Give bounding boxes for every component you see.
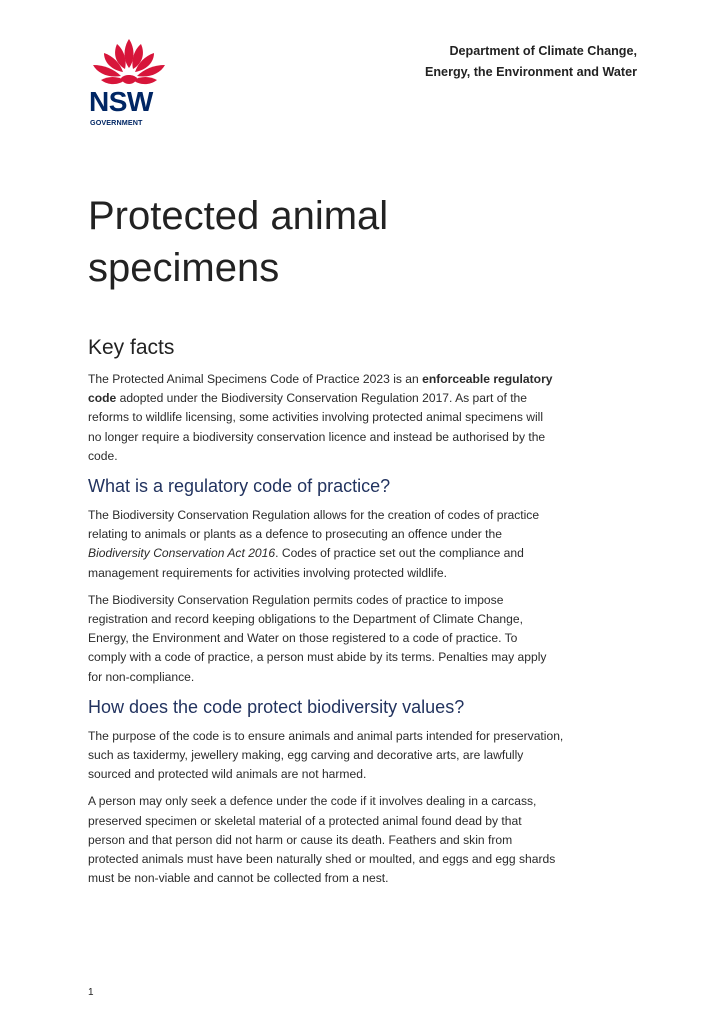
nsw-government-logo xyxy=(85,38,175,132)
main-content xyxy=(88,334,640,896)
text-line: management requirements for activities involving protected wildlife. xyxy=(88,565,447,580)
regulatory-code-paragraph-2 xyxy=(88,591,640,687)
text-line: no longer require a biodiversity conservation licence and instead be authorised by the xyxy=(88,429,546,444)
text-line: must be non-viable and cannot be collected from a nest. xyxy=(88,871,389,886)
text-line xyxy=(88,370,640,389)
text-run: adopted under the Biodiversity Conservation Regulation 2017. As part of the xyxy=(116,391,528,406)
text-line: for non-compliance. xyxy=(88,669,195,684)
text-line: The purpose of the code is to ensure animals and animal parts intended for preservation, xyxy=(88,728,564,743)
text-line: comply with a code of practice, a person must abide by its terms. Penalties may apply xyxy=(88,650,547,665)
bold-text: code xyxy=(88,391,117,406)
text-line: sourced and protected wild animals are not harmed. xyxy=(88,767,367,782)
title-line-2: specimens xyxy=(88,246,280,290)
section-heading-regulatory-code: What is a regulatory code of practice? xyxy=(88,476,391,497)
biodiversity-paragraph-1 xyxy=(88,727,640,785)
text-line: relating to animals or plants as a defence to prosecuting an offence under the xyxy=(88,527,502,542)
text-line: registration and record keeping obligations to the Department of Climate Change, xyxy=(88,612,523,627)
text-line: such as taxidermy, jewellery making, egg carving and decorative arts, are lawfully xyxy=(88,748,524,763)
text-line xyxy=(88,389,640,408)
bold-text: enforceable regulatory xyxy=(422,372,553,386)
section-heading-biodiversity-values: How does the code protect biodiversity values? xyxy=(88,696,465,717)
text-run: The Protected Animal Specimens Code of Practice 2023 is an xyxy=(88,372,423,386)
text-line: The Biodiversity Conservation Regulation allows for the creation of codes of practice xyxy=(88,508,540,523)
text-line: Energy, the Environment and Water on those registered to a code of practice. To xyxy=(88,631,518,646)
logo-wordmark: NSW xyxy=(89,86,153,117)
department-line-2: Energy, the Environment and Water xyxy=(424,65,637,79)
text-run: . Codes of practice set out the compliance and xyxy=(275,546,524,561)
text-line: The Biodiversity Conservation Regulation permits codes of practice to impose xyxy=(88,592,504,607)
department-line-1: Department of Climate Change, xyxy=(449,44,637,58)
text-line: protected animals must have been naturally shed or moulted, and eggs and egg shards xyxy=(88,852,556,867)
italic-text: Biodiversity Conservation Act 2016 xyxy=(88,546,276,561)
text-line xyxy=(88,544,640,563)
text-line: person and that person did not harm or cause its death. Feathers and skin from xyxy=(88,832,513,847)
regulatory-code-paragraph-1 xyxy=(88,506,640,583)
waratah-icon xyxy=(87,38,171,90)
page-title xyxy=(88,190,388,294)
text-line: preserved specimen or skeletal material of a protected animal found dead by that xyxy=(88,813,522,828)
text-line: A person may only seek a defence under the code if it involves dealing in a carcass, xyxy=(88,794,537,809)
title-line-1: Protected animal xyxy=(88,194,389,238)
text-line: code. xyxy=(88,448,118,463)
key-facts-heading: Key facts xyxy=(88,336,175,359)
key-facts-paragraph xyxy=(88,370,640,466)
page-number: 1 xyxy=(88,987,94,998)
department-name xyxy=(425,41,637,83)
logo-subtext: GOVERNMENT xyxy=(90,118,143,127)
text-line: reforms to wildlife licensing, some activities involving protected animal specimens will xyxy=(88,410,544,425)
biodiversity-paragraph-2 xyxy=(88,792,640,888)
